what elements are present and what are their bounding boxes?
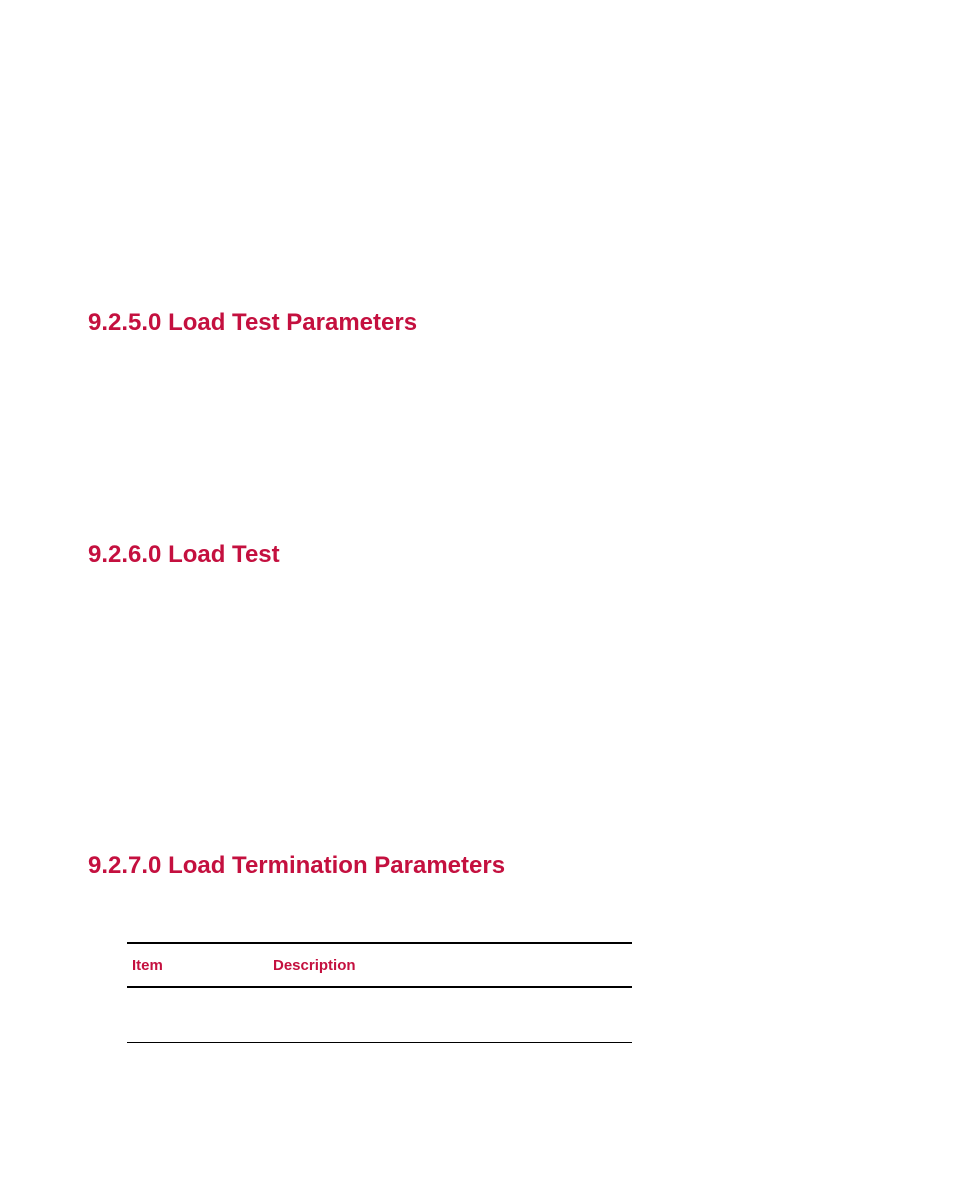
parameters-table	[127, 942, 632, 1043]
section-heading-load-termination-parameters: 9.2.7.0 Load Termination Parameters	[88, 852, 506, 879]
table-header-row	[127, 943, 632, 987]
column-header-description: Description	[273, 956, 356, 974]
table-row	[127, 987, 632, 1043]
column-header-item: Item	[132, 956, 163, 974]
parameters-table-container	[127, 942, 632, 1043]
table-cell-item	[127, 987, 268, 1043]
table-cell-description	[268, 987, 632, 1043]
section-heading-load-test-parameters: 9.2.5.0 Load Test Parameters	[88, 309, 418, 336]
section-heading-load-test: 9.2.6.0 Load Test	[88, 541, 280, 568]
